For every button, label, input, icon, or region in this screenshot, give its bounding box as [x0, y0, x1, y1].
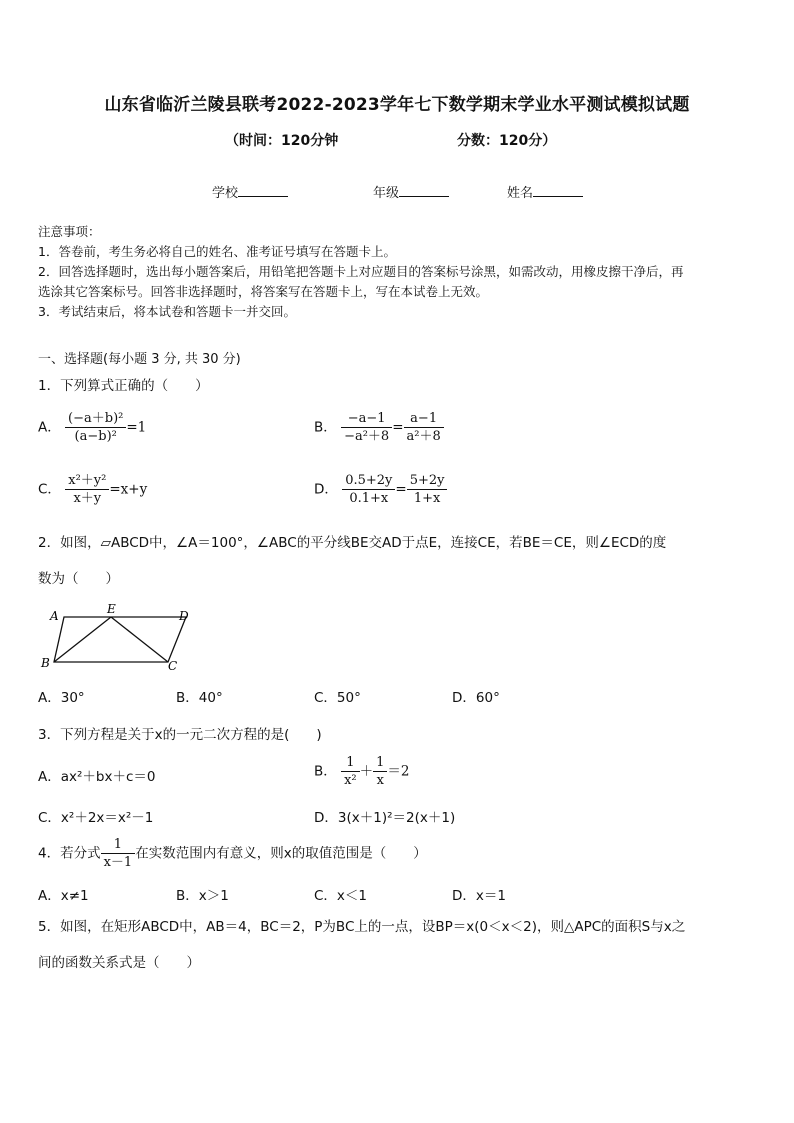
- page-title: 山东省临沂兰陵县联考2022-2023学年七下数学期末学业水平测试模拟试题: [104, 95, 690, 115]
- q1-d-fraction-right: $\frac{5+2y}{1+x}$: [407, 472, 448, 507]
- q2-stem: 2．如图，▱ABCD中，∠A＝100°，∠ABC的平分线BE交AD于点E，连接CE，若BE＝CE，则∠ECD的度: [38, 535, 667, 551]
- school-blank: [238, 184, 288, 197]
- exam-time: （时间：120分钟: [225, 133, 339, 149]
- label-d: D: [179, 609, 189, 623]
- q1-b-fraction-right: $\frac{a-1}{\text{a²＋8}}$: [404, 410, 444, 445]
- label-a: A: [50, 609, 59, 623]
- q3-option-b: B． $\frac{1}{\text{x²}}$ ＋ $\frac{1}{x}$ ＝2: [314, 755, 410, 788]
- grade-field: [373, 182, 449, 201]
- note-2a: 2．回答选择题时，选出每小题答案后，用铅笔把答题卡上对应题目的答案标号涂黑，如需改动，用橡皮擦干净后，再: [38, 264, 684, 279]
- q3-option-a: A．ax²＋bx＋c＝0: [38, 769, 156, 785]
- q1-c-fraction: $\frac{\text{x²＋y²}}{x+y}$: [65, 472, 109, 507]
- name-blank: [533, 184, 583, 197]
- segment-ce: [111, 617, 168, 662]
- q2-stem-cont: 数为（ ）: [38, 571, 119, 587]
- q1-stem: 1．下列算式正确的（ ）: [38, 378, 209, 394]
- q3-b-fraction-1: $\frac{1}{\text{x²}}$: [341, 754, 360, 789]
- grade-label: 年级: [373, 186, 400, 201]
- notes-heading: 注意事项：: [38, 224, 101, 239]
- q2-option-a: A．30°: [38, 690, 85, 706]
- q4-option-d: D．x＝1: [452, 888, 506, 904]
- q3-option-d: D．3(x＋1)²＝2(x＋1): [314, 810, 456, 826]
- grade-blank: [399, 184, 449, 197]
- q4-option-a: A．x≠1: [38, 888, 89, 904]
- note-3: 3．考试结束后，将本试卷和答题卡一并交回。: [38, 304, 296, 319]
- note-1: 1．答卷前，考生务必将自己的姓名、准考证号填写在答题卡上。: [38, 244, 396, 259]
- label-b: B: [41, 656, 50, 670]
- q1-option-c: C． $\frac{\text{x²＋y²}}{x+y}$ =x+y: [38, 473, 148, 506]
- notes-section: [38, 222, 756, 322]
- note-2b: 选涂其它答案标号。回答非选择题时，将答案写在答题卡上，写在本试卷上无效。: [38, 284, 489, 299]
- q1-option-b: B． $\frac{-a-1}{\text{−a²＋8}}$ = $\frac{a-1}{\text{a²＋8}}$: [314, 410, 444, 445]
- q1-a-fraction: $\frac{\text{(−a＋b)²}}{\text{(a−b)²}}$: [65, 410, 126, 445]
- q1-b-fraction-left: $\frac{-a-1}{\text{−a²＋8}}$: [341, 410, 392, 445]
- q2-option-b: B．40°: [176, 690, 223, 706]
- q2-option-c: C．50°: [314, 690, 361, 706]
- q4-fraction: $\frac{1}{x-1}$: [101, 836, 136, 871]
- q3-stem: 3．下列方程是关于x的一元二次方程的是( ): [38, 727, 322, 743]
- q4-option-b: B．x＞1: [176, 888, 229, 904]
- parallelogram-figure: [36, 600, 196, 675]
- label-c: C: [168, 659, 178, 673]
- q4-stem: 4．若分式 $\frac{1}{x-1}$ 在实数范围内有意义，则x的取值范围是（ ）: [38, 837, 427, 870]
- q1-option-d: D． $\frac{0.5+2y}{0.1+x}$ = $\frac{5+2y}{1+x}$: [314, 472, 447, 507]
- q5-stem: 5．如图，在矩形ABCD中，AB＝4，BC＝2，P为BC上的一点，设BP＝x(0＜x＜2)，则△APC的面积S与x之: [38, 919, 686, 935]
- q3-b-fraction-2: $\frac{1}{x}$: [373, 754, 387, 789]
- name-field: [507, 182, 583, 201]
- school-field: [212, 182, 288, 201]
- q2-option-d: D．60°: [452, 690, 500, 706]
- section-heading: 一、选择题(每小题 3 分, 共 30 分): [38, 352, 241, 367]
- school-label: 学校: [212, 186, 239, 201]
- exam-score: 分数：120分）: [457, 133, 557, 149]
- q4-option-c: C．x＜1: [314, 888, 368, 904]
- q1-d-fraction-left: $\frac{0.5+2y}{0.1+x}$: [342, 472, 395, 507]
- name-label: 姓名: [507, 186, 534, 201]
- label-e: E: [107, 602, 116, 616]
- q1-option-a: A． $\frac{\text{(−a＋b)²}}{\text{(a−b)²}}$ =1: [38, 411, 147, 444]
- q5-stem-cont: 间的函数关系式是（ ）: [38, 955, 200, 971]
- q3-option-c: C．x²＋2x＝x²－1: [38, 810, 154, 826]
